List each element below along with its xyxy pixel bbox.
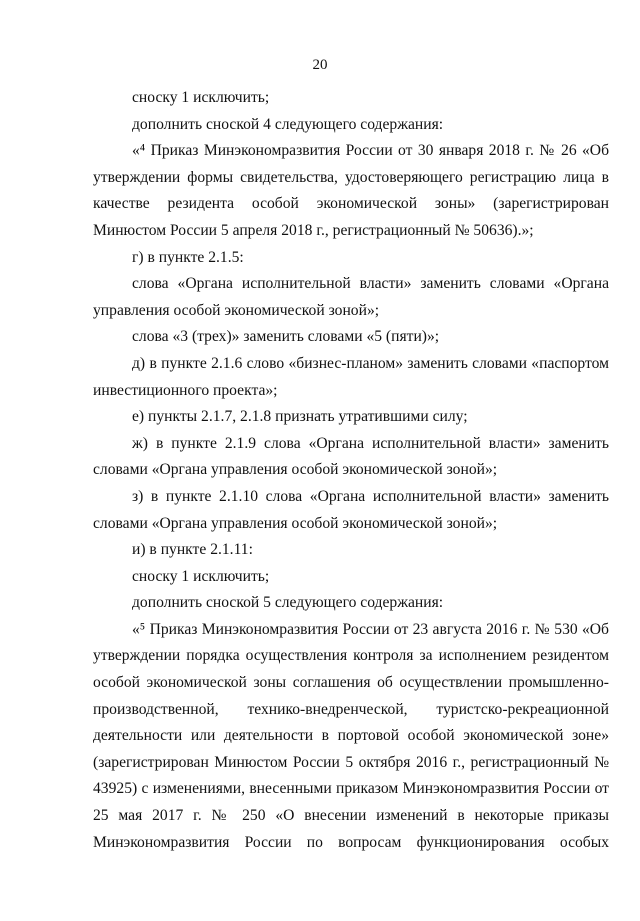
paragraph-4: г) в пункте 2.1.5: <box>132 248 244 266</box>
paragraph-14: «⁵ Приказ Минэкономразвития России от 23 августа 2016 г. № 530 «Об утверждении порядка осуществления контроля за исполнением резидентом особой экономической зоны соглашения об осуществлении промышленно-производственной, технико-внедренческой, туристско-рекреационной деятельности или деятельности в портовой особой экономической зоне» (зарегистрирован Минюстом России 5 октября 2016 г., регистрационный № 43925) с изменениями, внесенными приказом Минэкономразвития России от 25 мая 2017 г. № 250 «О внесении изменений в некоторые приказы Минэкономразвития России по вопросам функционирования особых <box>93 620 609 851</box>
paragraph-12: сноску 1 исключить; <box>132 567 270 585</box>
paragraph-8: е) пункты 2.1.7, 2.1.8 признать утратившими силу; <box>132 408 468 426</box>
paragraph-5: слова «Органа исполнительной власти» заменить словами «Органа управления особой экономической зоной»; <box>93 275 609 319</box>
paragraph-7: д) в пункте 2.1.6 слово «бизнес-планом» заменить словами «паспортом инвестиционного проекта»; <box>93 354 609 399</box>
paragraph-1: сноску 1 исключить; <box>132 89 270 106</box>
page-number: 20 <box>312 57 328 73</box>
paragraph-2: дополнить сноской 4 следующего содержания: <box>132 115 444 133</box>
paragraph-11: и) в пункте 2.1.11: <box>132 541 253 559</box>
paragraph-6: слова «3 (трех)» заменить словами «5 (пяти)»; <box>132 328 440 346</box>
paragraph-13: дополнить сноской 5 следующего содержания: <box>132 594 444 612</box>
paragraph-10: з) в пункте 2.1.10 слова «Органа исполнительной власти» заменить словами «Органа управления особой экономической зоной»; <box>93 487 609 532</box>
paragraph-9: ж) в пункте 2.1.9 слова «Органа исполнительной власти» заменить словами «Органа управления особой экономической зоной»; <box>93 434 609 479</box>
paragraph-3: «⁴ Приказ Минэкономразвития России от 30 января 2018 г. № 26 «Об утверждении формы свидетельства, удостоверяющего регистрацию лица в качестве резидента особой экономической зоны» (зарегистрирован Минюстом России 5 апреля 2018 г., регистрационный № 50636).»; <box>93 142 609 239</box>
document-body <box>93 85 609 856</box>
